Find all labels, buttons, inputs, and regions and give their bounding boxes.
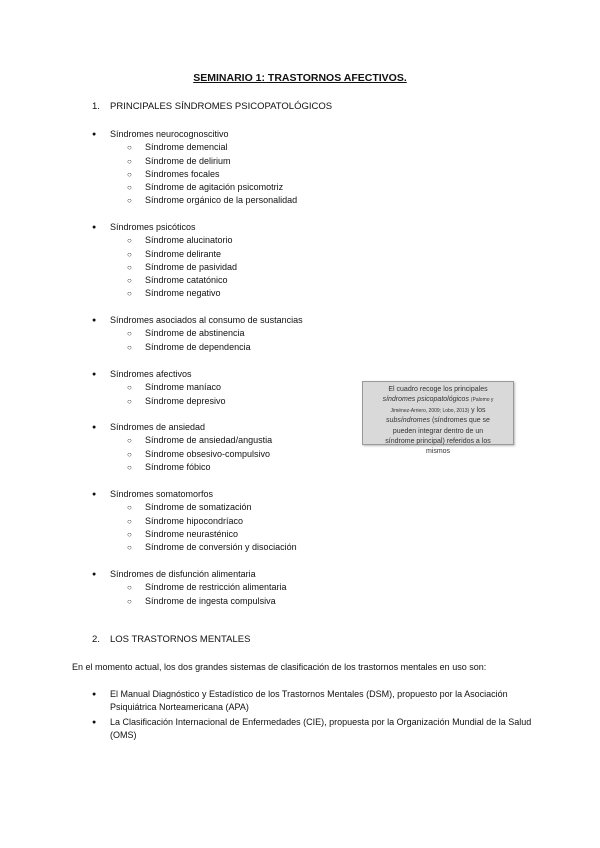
section-heading-2 [92,634,250,645]
group-title: ● Síndromes psicóticos [92,221,237,234]
group-title: ● Síndromes de ansiedad [92,421,272,434]
list-item: ○ Síndrome de somatización [92,501,297,514]
section-heading-text: LOS TRASTORNOS MENTALES [110,634,251,645]
syndrome-group [92,128,297,208]
group-title: ● Síndromes afectivos [92,368,226,381]
list-item: ○ Síndrome de pasividad [92,261,237,274]
list-item: ○ Síndrome catatónico [92,274,237,287]
list-item: ○ Síndrome de delirium [92,155,297,168]
list-item: ○ Síndrome hipocondríaco [92,515,297,528]
section-heading-1 [92,101,332,112]
list-item: ○ Síndromes focales [92,168,297,181]
syndrome-group [92,368,226,408]
list-item: ○ Síndrome de abstinencia [92,327,303,340]
note-box [362,381,514,456]
group-title: ● Síndromes asociados al consumo de sustancias [92,314,303,327]
note-line: mismos [425,448,451,456]
list-item: ○ Síndrome de ansiedad/angustia [92,434,272,447]
section-number: 1. [92,101,100,112]
list-item: ○ Síndrome orgánico de la personalidad [92,194,297,207]
document-title: SEMINARIO 1: TRASTORNOS AFECTIVOS. [193,72,407,84]
syndrome-group [92,568,287,608]
group-title: ● Síndromes somatomorfos [92,488,297,501]
note-line [367,406,509,416]
note-line [367,416,509,426]
syndrome-group [92,314,303,354]
list-item: ● La Clasificación Internacional de Enfermedades (CIE), propuesta por la Organización Mundial de la Salud (OMS) [92,716,532,742]
list-item: ○ Síndrome de ingesta compulsiva [92,595,287,608]
group-title: ● Síndromes de disfunción alimentaria [92,568,287,581]
note-citation: Jiménez-Arriero, 2009; Lobo, 2013) [390,407,470,414]
list-item: ○ Síndrome fóbico [92,461,272,474]
list-item: ○ Síndrome depresivo [92,395,226,408]
note-line: pueden integrar dentro de un [392,427,484,435]
syndrome-group [92,421,272,474]
list-item: ○ Síndrome de restricción alimentaria [92,581,287,594]
list-item: ○ Síndrome obsesivo-compulsivo [92,448,272,461]
list-item: ○ Síndrome alucinatorio [92,234,237,247]
list-item: ○ Síndrome demencial [92,141,297,154]
note-emphasis: síndromes psicopatológicos [382,396,469,404]
body-paragraph: En el momento actual, los dos grandes sistemas de clasificación de los trastornos mentales en uso son: [72,662,487,672]
list-item: ○ Síndrome maníaco [92,381,226,394]
syndrome-group [92,221,237,301]
list-item: ○ Síndrome neurasténico [92,528,297,541]
list-item: ○ Síndrome de conversión y disociación [92,541,297,554]
group-title: ● Síndromes neurocognoscitivo [92,128,297,141]
list-item: ○ Síndrome de agitación psicomotriz [92,181,297,194]
note-text: y los [471,406,486,414]
section-number: 2. [92,634,100,645]
bullet-list [92,688,532,744]
list-item: ○ Síndrome negativo [92,287,237,300]
note-text: (síndromes que se [431,417,490,425]
note-emphasis: subsíndromes [386,417,431,425]
syndrome-group [92,488,297,554]
note-line: El cuadro recoge los principales [388,386,488,393]
note-line: síndrome principal) referidos a los [385,438,491,446]
note-line [367,395,509,405]
note-citation: (Palomo y [470,397,494,404]
section-heading-text: PRINCIPALES SÍNDROMES PSICOPATOLÓGICOS [110,101,333,112]
list-item: ○ Síndrome delirante [92,248,237,261]
list-item: ○ Síndrome de dependencia [92,341,303,354]
list-item: ● El Manual Diagnóstico y Estadístico de los Trastornos Mentales (DSM), propuesto por la Asociación Psiquiátrica Norteamericana (APA) [92,688,532,714]
